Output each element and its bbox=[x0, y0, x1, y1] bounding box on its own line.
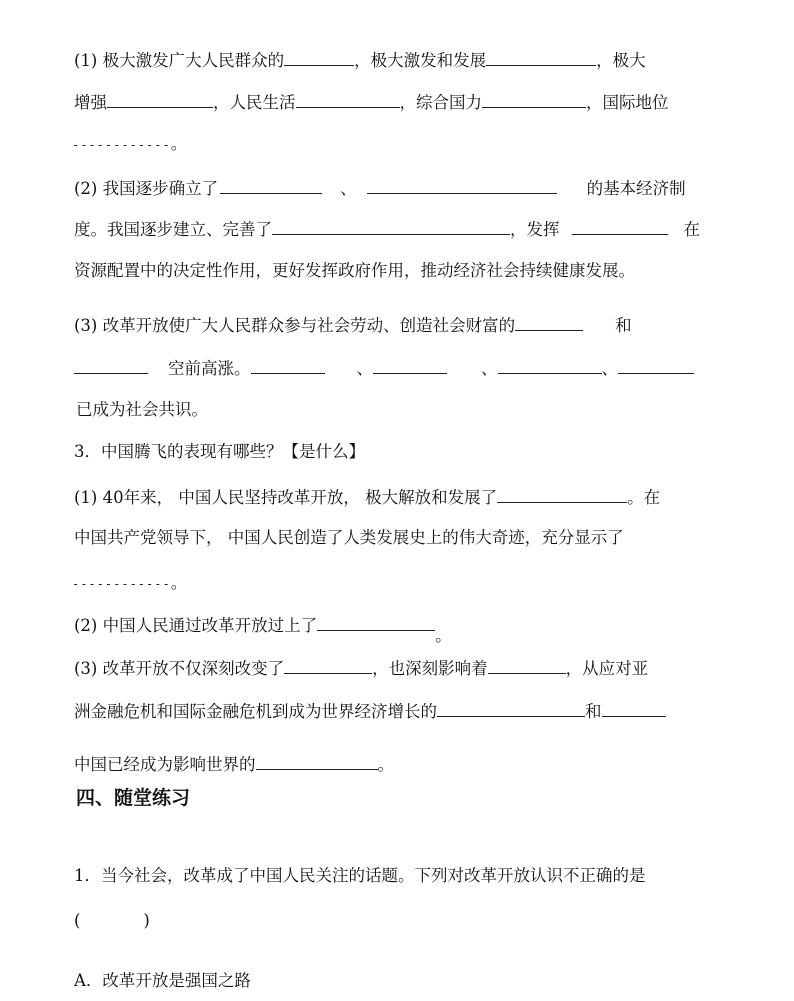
fill-blank[interactable] bbox=[572, 217, 668, 235]
text: ，发挥 bbox=[510, 220, 560, 239]
text: 中国已经成为影响世界的 bbox=[74, 755, 256, 774]
question-1 bbox=[74, 865, 646, 887]
text: (1) 极大激发广大人民群众的 bbox=[74, 51, 285, 70]
question-3-title bbox=[74, 441, 365, 463]
option-a[interactable] bbox=[74, 970, 251, 992]
line-13 bbox=[72, 572, 187, 595]
text: 、 bbox=[356, 359, 373, 378]
fill-blank[interactable] bbox=[272, 217, 510, 235]
text: 、 bbox=[481, 359, 498, 378]
line-5 bbox=[74, 217, 700, 241]
line-9 bbox=[76, 399, 208, 421]
line-14 bbox=[74, 613, 452, 645]
line-3 bbox=[72, 133, 187, 156]
text: 已成为社会共识。 bbox=[76, 400, 208, 419]
line-11 bbox=[74, 485, 660, 509]
text: 度。我国逐步建立、完善了 bbox=[74, 220, 272, 239]
text: 中国共产党领导下， 中国人民创造了人类发展史上的伟大奇迹，充分显示了 bbox=[74, 528, 624, 547]
text: 和 bbox=[585, 702, 602, 721]
text: 、 bbox=[340, 179, 357, 198]
fill-blank[interactable] bbox=[602, 699, 666, 717]
line-7 bbox=[74, 313, 632, 337]
text: 。在 bbox=[627, 488, 661, 507]
fill-blank[interactable] bbox=[256, 752, 378, 770]
text: 增强 bbox=[74, 93, 107, 112]
fill-blank[interactable] bbox=[497, 485, 627, 503]
line-17 bbox=[74, 752, 394, 776]
fill-blank[interactable] bbox=[367, 176, 557, 194]
text: A．改革开放是强国之路 bbox=[74, 971, 251, 990]
line-2 bbox=[74, 90, 669, 114]
text: 。 bbox=[435, 626, 452, 645]
fill-blank[interactable] bbox=[220, 176, 322, 194]
line-16 bbox=[74, 699, 666, 723]
fill-blank[interactable] bbox=[251, 356, 325, 374]
line-12 bbox=[74, 527, 624, 549]
text: 1．当今社会，改革成了中国人民关注的话题。下列对改革开放认识不正确的是 bbox=[74, 866, 646, 885]
fill-blank[interactable] bbox=[498, 356, 602, 374]
text: (1) 40年来， 中国人民坚持改革开放， 极大解放和发展了 bbox=[74, 488, 498, 507]
text: ，从应对亚 bbox=[565, 659, 649, 678]
text: ，极大 bbox=[596, 51, 646, 70]
text: (2) 中国人民通过改革开放过上了 bbox=[74, 616, 318, 635]
fill-blank[interactable] bbox=[515, 313, 583, 331]
line-15 bbox=[74, 656, 648, 680]
fill-blank[interactable] bbox=[284, 656, 372, 674]
fill-blank[interactable] bbox=[486, 48, 596, 66]
fill-blank[interactable] bbox=[618, 356, 694, 374]
fill-blank[interactable] bbox=[482, 90, 586, 108]
fill-blank[interactable] bbox=[284, 48, 354, 66]
fill-blank[interactable] bbox=[296, 90, 400, 108]
text: (3) 改革开放不仅深刻改变了 bbox=[74, 659, 285, 678]
heading-text: 四、随堂练习 bbox=[76, 787, 191, 809]
line-8 bbox=[74, 356, 694, 380]
fill-blank[interactable] bbox=[317, 613, 435, 631]
answer-parentheses bbox=[74, 910, 150, 932]
fill-blank[interactable] bbox=[488, 656, 566, 674]
text[interactable]: ( ) bbox=[74, 911, 150, 930]
text: 空前高涨。 bbox=[168, 359, 251, 378]
text: 的基本经济制 bbox=[586, 179, 686, 198]
text: 。 bbox=[170, 134, 188, 153]
text: 和 bbox=[615, 316, 632, 335]
text: ，极大激发和发展 bbox=[354, 51, 487, 70]
line-6 bbox=[74, 260, 635, 282]
text: 洲金融危机和国际金融危机到成为世界经济增长的 bbox=[74, 702, 437, 721]
fill-blank[interactable] bbox=[437, 699, 585, 717]
text: ，综合国力 bbox=[399, 93, 482, 112]
text: 。 bbox=[170, 573, 188, 592]
line-1 bbox=[74, 48, 646, 72]
text: (2) 我国逐步确立了 bbox=[74, 179, 219, 198]
line-4 bbox=[74, 176, 686, 200]
text: 、 bbox=[601, 359, 618, 378]
dashed-blank[interactable]: ------------ bbox=[72, 577, 171, 591]
text: ，人民生活 bbox=[213, 93, 296, 112]
fill-blank[interactable] bbox=[107, 90, 213, 108]
text: 在 bbox=[683, 220, 700, 239]
dashed-blank[interactable]: ------------ bbox=[72, 138, 171, 152]
text: 。 bbox=[377, 755, 394, 774]
fill-blank[interactable] bbox=[74, 356, 148, 374]
text: 3．中国腾飞的表现有哪些？【是什么】 bbox=[74, 442, 365, 461]
text: 资源配置中的决定性作用，更好发挥政府作用，推动经济社会持续健康发展。 bbox=[74, 261, 635, 280]
text: ，国际地位 bbox=[586, 93, 669, 112]
text: (3) 改革开放使广大人民群众参与社会劳动、创造社会财富的 bbox=[74, 316, 516, 335]
fill-blank[interactable] bbox=[373, 356, 447, 374]
section-heading bbox=[76, 787, 190, 809]
text: ，也深刻影响着 bbox=[372, 659, 488, 678]
